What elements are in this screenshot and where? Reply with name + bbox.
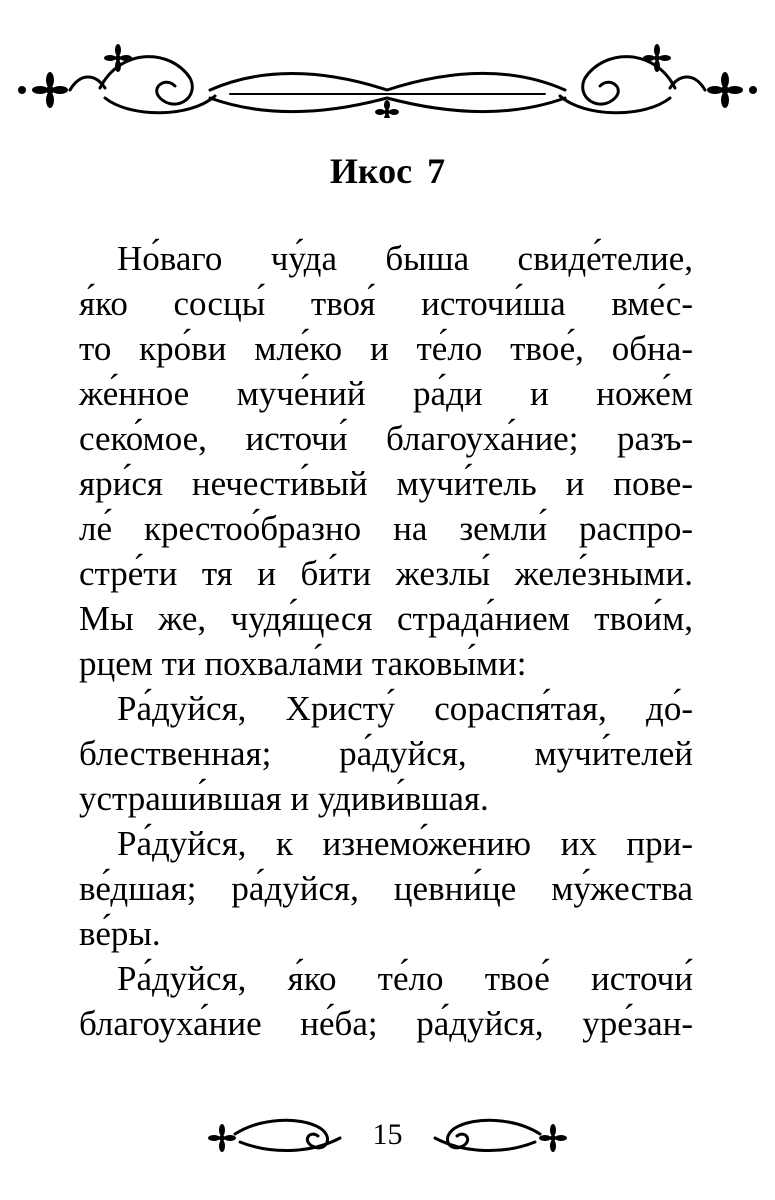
text-line: ве́ры.: [79, 914, 161, 953]
text-line: Но́ваго чу́да быша свиде́телие,: [117, 239, 693, 278]
text-line: устраши́вшая и удиви́вшая.: [79, 779, 489, 818]
top-floral-ornament: [0, 28, 775, 118]
page-heading: Икос 7: [329, 151, 446, 191]
text-line: яри́ся нечести́вый мучи́тель и пове-: [79, 464, 693, 503]
text-line: благоуха́ние не́ба; ра́дуйся, уре́зан-: [79, 1004, 693, 1043]
text-line: секо́мое, источи́ благоуха́ние; разъ-: [79, 419, 693, 458]
paragraph-4: [79, 956, 693, 1046]
text-line: Ра́дуйся, к изнемо́жению их при-: [117, 824, 693, 863]
text-line: то кро́ви мле́ко и те́ло твое́, обна-: [79, 329, 693, 368]
text-line: Ра́дуйся, Христу́ сораспя́тая, до́-: [117, 689, 693, 728]
body-text: [79, 236, 693, 1046]
paragraph-3: [79, 821, 693, 956]
text-line: Мы же, чудя́щеся страда́нием твои́м,: [79, 599, 693, 638]
text-line: блественная; ра́дуйся, мучи́телей: [79, 734, 693, 773]
paragraph-2: [79, 686, 693, 821]
text-line: рцем ти похвала́ми таковы́ми:: [79, 644, 527, 683]
page-number: 15: [372, 1118, 403, 1151]
text-line: ве́дшая; ра́дуйся, цевни́це му́жества: [79, 869, 693, 908]
text-line: стре́ти тя и би́ти жезлы́ желе́зными.: [79, 554, 693, 593]
paragraph-1: [79, 236, 693, 686]
text-line: ле́ крестоо́бразно на земли́ распро-: [79, 509, 693, 548]
text-line: Ра́дуйся, я́ко те́ло твое́ источи́: [117, 959, 693, 998]
text-line: я́ко сосцы́ твоя́ источи́ша вме́с-: [79, 284, 693, 323]
text-line: же́нное муче́ний ра́ди и ноже́м: [79, 374, 693, 413]
